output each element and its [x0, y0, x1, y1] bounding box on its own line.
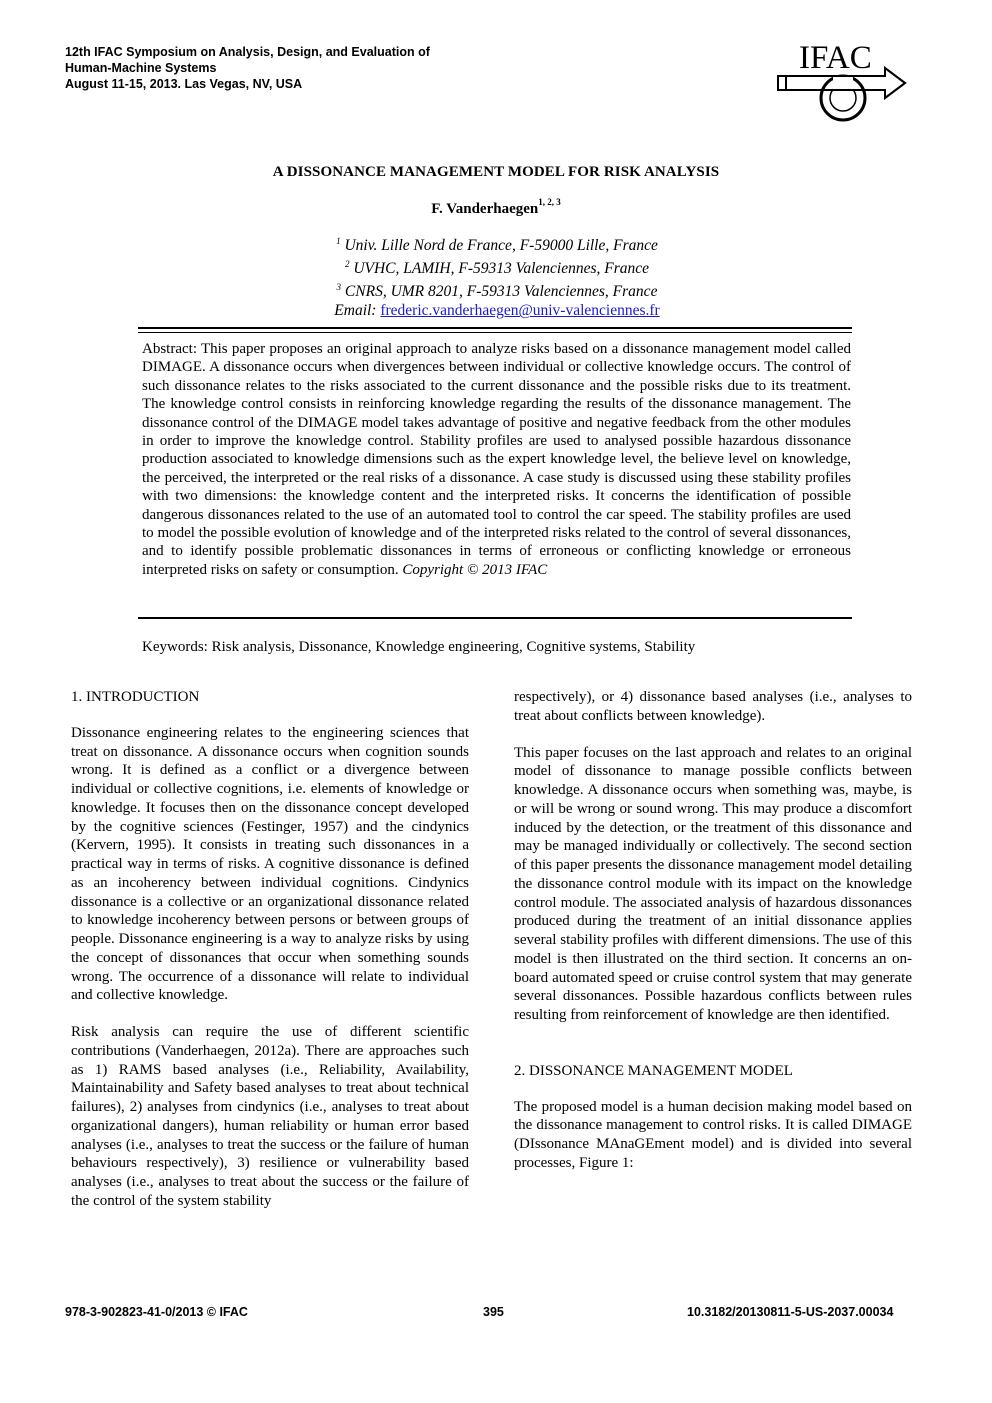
- section-1-heading: 1. INTRODUCTION: [71, 689, 200, 705]
- ifac-logo-text: IFAC: [799, 40, 872, 76]
- abstract-copyright: Copyright © 2013 IFAC: [402, 561, 548, 578]
- model-paragraph-1: The proposed model is a human decision making model based on the dissonance management to control risks. It is called DIMAGE (DIssonance MAnaGEment model) and is divided into several processes, Figure 1:: [514, 1098, 912, 1171]
- abstract-bottom-rule: [138, 617, 852, 619]
- intro-paragraph-2-continued: respectively), or 4) dissonance based analyses (i.e., analyses to treat about conflicts between knowledge).: [514, 689, 912, 724]
- affiliation-3-text: CNRS, UMR 8201, F-59313 Valenciennes, France: [344, 283, 658, 301]
- email-label: Email:: [334, 302, 377, 320]
- abstract-top-rule-thick: [138, 327, 852, 329]
- affiliation-2-text: UVHC, LAMIH, F-59313 Valenciennes, France: [353, 260, 650, 278]
- conference-line-3: August 11-15, 2013. Las Vegas, NV, USA: [65, 77, 303, 91]
- conference-line-1: 12th IFAC Symposium on Analysis, Design, and Evaluation of: [65, 45, 430, 59]
- abstract: [142, 340, 851, 579]
- affiliation-3: [250, 278, 744, 301]
- affiliation-1-text: Univ. Lille Nord de France, F-59000 Lille, France: [344, 237, 658, 255]
- abstract-text: Abstract: This paper proposes an original approach to analyze risks based on a dissonance management model called DIMAGE. A dissonance occurs when divergences between individual or collective knowledge occurs. The control of such dissonance relates to the risks associated to the current dissonance and the possible risks due to its treatment. The knowledge control consists in reinforcing knowledge regarding the results of the dissonance management. The dissonance control of the DIMAGE model takes advantage of positive and negative feedback from the other modules in order to improve the knowledge control. Stability profiles are used to analysed possible hazardous dissonance production associated to knowledge dimensions such as the expert knowledge level, the believe level on knowledge, the perceived, the interpreted or the real risks of a dissonance. A case study is discussed using these stability profiles with two dimensions: the knowledge content and the interpreted risks. It concerns the identification of possible dangerous dissonances related to the use of an automated tool to control the car speed. The stability profiles are used to model the possible evolution of knowledge and of the interpreted risks related to the control of several dissonances, and to identify possible problematic dissonances in terms of erroneous or conflicting knowledge or erroneous interpreted risks on safety or consumption.: [142, 341, 851, 578]
- intro-paragraph-1: Dissonance engineering relates to the engineering sciences that treat on dissonance. A dissonance occurs when cognition sounds wrong. It is defined as a conflict or a divergence between individual or collective cognitions, i.e. elements of knowledge or knowledge. It focuses then on the dissonance concept developed by the cognitive sciences (Festinger, 1957) and the cindynics (Kervern, 1995). It consists in treating such dissonances in a practical way in terms of risks. A cognitive dissonance is defined as an incoherency between individual cognitions. Cindynics dissonance is a collective or an organizational dissonance related to knowledge incoherency between persons or between groups of people. Dissonance engineering is a way to analyze risks by using the concept of dissonances that occur when something sounds wrong. The occurrence of a dissonance will relate to individual and collective knowledge.: [71, 724, 469, 1004]
- ifac-logo: [775, 38, 910, 128]
- author-line: [0, 199, 992, 218]
- paper-title: A DISSONANCE MANAGEMENT MODEL FOR RISK ANALYSIS: [272, 164, 720, 180]
- affiliations: [250, 232, 744, 320]
- affiliation-2: [250, 255, 744, 278]
- conference-line-2: Human-Machine Systems: [65, 61, 217, 75]
- affiliation-2-sup: 2: [344, 259, 350, 270]
- intro-paragraph-3: This paper focuses on the last approach and relates to an original model of dissonance to manage possible conflicts between knowledge. A dissonance occurs when something was, maybe, is or will be wrong or sound wrong. This may produce a discomfort induced by the detection, or the treatment of this dissonance and may be managed individually or collectively. The second section of this paper presents the dissonance management model detailing the dissonance control module with its impact on the knowledge control module. The associated analysis of hazardous dissonances produced during the treatment of an initial dissonance applies several stability profiles with different dimensions. The use of this model is then illustrated on the third section. It concerns an on-board automated speed or cruise control system that may generate several dissonances. Possible hazardous conflicts between rules resulting from reinforcement of knowledge are then identified.: [514, 744, 912, 1023]
- keywords: Keywords: Risk analysis, Dissonance, Knowledge engineering, Cognitive systems, Stability: [142, 639, 696, 655]
- affiliation-1: [250, 232, 744, 255]
- abstract-top-rule-thin: [138, 332, 852, 333]
- left-column: [71, 688, 469, 1211]
- section-2-heading: 2. DISSONANCE MANAGEMENT MODEL: [514, 1062, 793, 1079]
- intro-paragraph-2: Risk analysis can require the use of different scientific contributions (Vanderhaegen, 2012a). There are approaches such as 1) RAMS based analyses (i.e., Reliability, Availability, Maintainability and Safety based analyses to treat about technical failures), 2) analyses from cindynics (i.e., analyses to treat about organizational dangers), human reliability or human error based analyses (i.e., analyses to treat the success or the failure of human behaviours respectively), 3) resilience or vulnerability based analyses (i.e., analyses to treat about the success or the failure of the control of the system stability: [71, 1024, 469, 1209]
- footer-page-number: 395: [483, 1305, 504, 1319]
- affiliation-1-sup: 1: [336, 236, 341, 246]
- email-link[interactable]: frederic.vanderhaegen@univ-valenciennes.fr: [380, 302, 660, 320]
- affiliation-3-sup: 3: [336, 282, 342, 293]
- email-line: [250, 301, 744, 320]
- conference-header: [65, 44, 430, 92]
- footer-isbn: 978-3-902823-41-0/2013 © IFAC: [65, 1305, 248, 1319]
- footer-doi: 10.3182/20130811-5-US-2037.00034: [687, 1305, 894, 1319]
- author-superscript: 1, 2, 3: [538, 197, 561, 207]
- author-name: F. Vanderhaegen: [431, 201, 539, 217]
- right-column: [514, 688, 912, 1173]
